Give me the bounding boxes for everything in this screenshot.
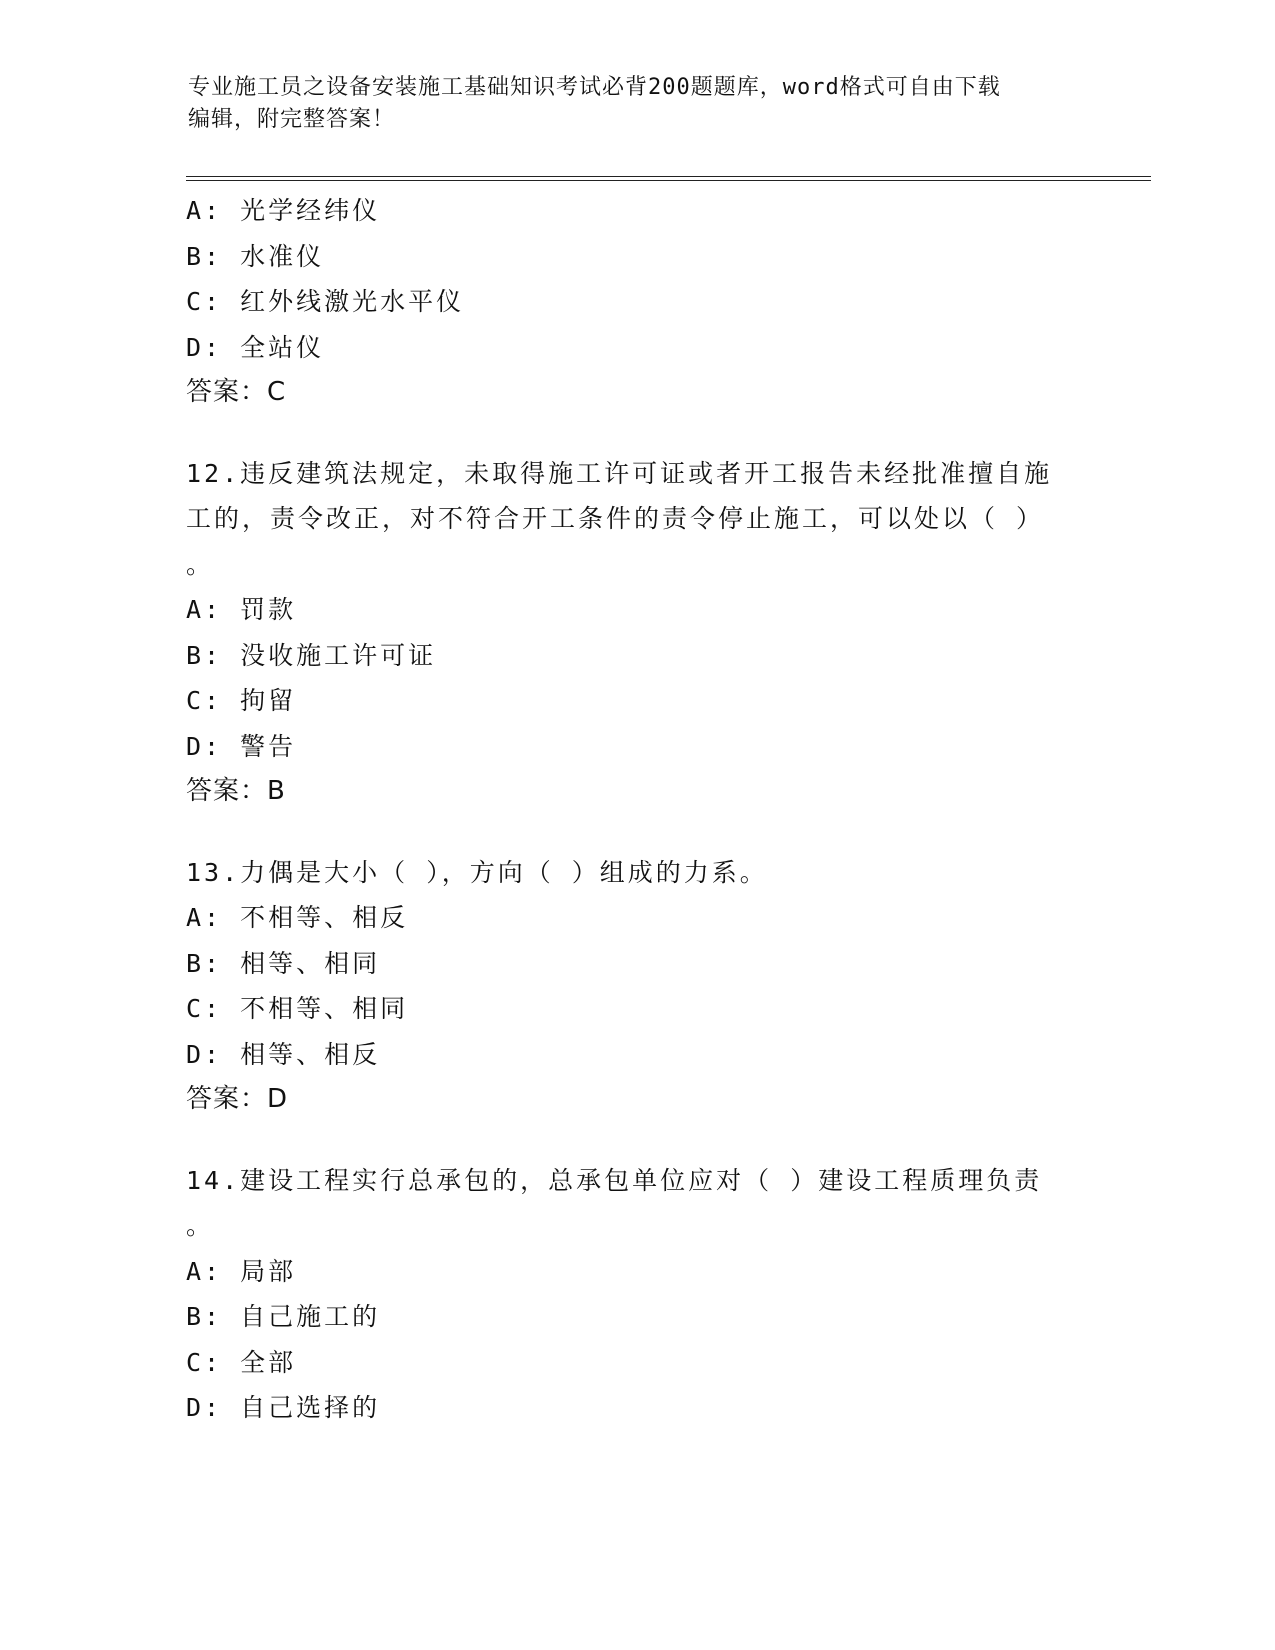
option-c: C: 全部 xyxy=(186,1347,297,1377)
header-title-line-1: 专业施工员之设备安装施工基础知识考试必背200题题库，word格式可自由下载 xyxy=(188,75,1001,100)
question-14 xyxy=(186,1158,1086,1431)
option-b: B: 相等、相同 xyxy=(186,948,381,978)
question-stem-line-3: 。 xyxy=(186,549,215,579)
answer: 答案：B xyxy=(186,776,286,806)
option-a: A: 局部 xyxy=(186,1256,297,1286)
option-a: A: 不相等、相反 xyxy=(186,903,409,932)
option-b: B: 自己施工的 xyxy=(186,1302,381,1331)
option-d: D: 自己选择的 xyxy=(186,1393,381,1422)
option-b: B: 水准仪 xyxy=(186,241,325,271)
option-d: D: 警告 xyxy=(186,731,297,761)
spacer xyxy=(186,1123,1086,1158)
option-d: D: 相等、相反 xyxy=(186,1039,381,1069)
option-a: A: 光学经纬仪 xyxy=(186,196,381,225)
question-list xyxy=(186,188,1086,1431)
option-b: B: 没收施工许可证 xyxy=(186,640,437,670)
option-a: A: 罚款 xyxy=(186,595,297,624)
question-12 xyxy=(186,451,1086,815)
spacer xyxy=(186,416,1086,451)
question-stem-line-2: 。 xyxy=(186,1211,215,1240)
option-c: C: 红外线激光水平仪 xyxy=(186,287,465,316)
question-stem-line-2: 工的，责令改正，对不符合开工条件的责令停止施工，可以处以（ ） xyxy=(186,504,1045,533)
answer: 答案：D xyxy=(186,1084,289,1114)
header-title-line-2: 编辑，附完整答案！ xyxy=(188,107,396,132)
header-divider xyxy=(186,176,1151,181)
option-d: D: 全站仪 xyxy=(186,332,325,362)
answer: 答案：C xyxy=(186,377,287,407)
spacer xyxy=(186,815,1086,850)
question-stem-line-1: 13.力偶是大小（ ），方向（ ）组成的力系。 xyxy=(186,857,768,887)
document-header xyxy=(188,72,1088,136)
question-stem-line-1: 14.建设工程实行总承包的，总承包单位应对（ ）建设工程质理负责 xyxy=(186,1165,1043,1195)
option-c: C: 不相等、相同 xyxy=(186,994,409,1023)
question-11 xyxy=(186,188,1086,416)
question-stem-line-1: 12.违反建筑法规定，未取得施工许可证或者开工报告未经批准擅自施 xyxy=(186,458,1053,488)
option-c: C: 拘留 xyxy=(186,686,297,715)
question-13 xyxy=(186,850,1086,1123)
